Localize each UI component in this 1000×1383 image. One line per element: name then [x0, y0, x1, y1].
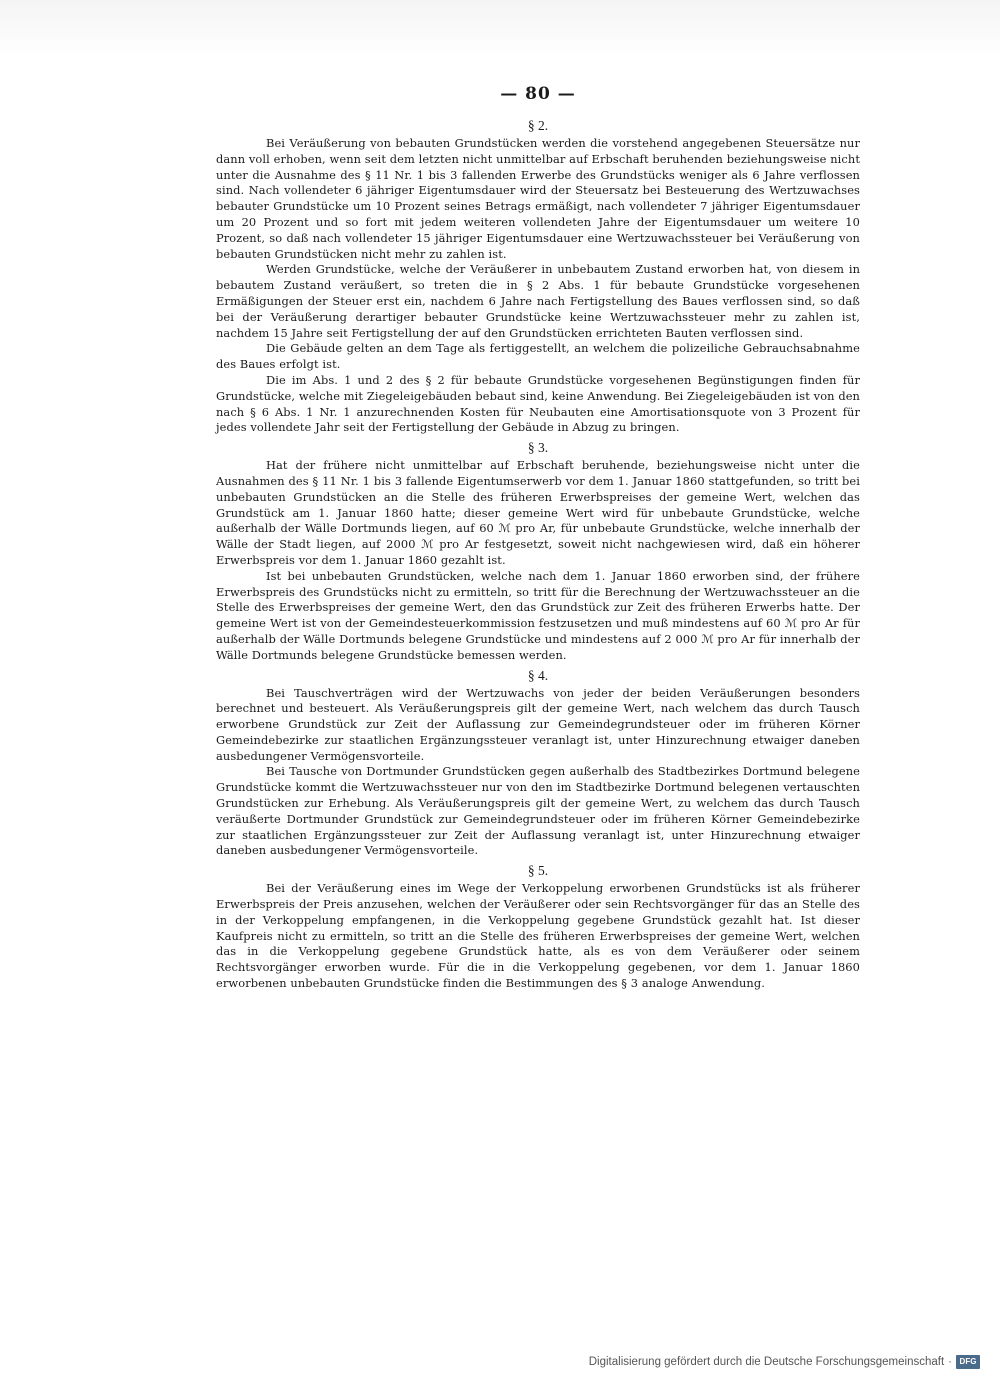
paragraph: Ist bei unbebauten Grundstücken, welche nach dem 1. Januar 1860 erworben sind, der frühere Erwerbspreis des Grundstücks nicht zu ermitteln, so tritt für die Berechnung der Wertzuwachssteuer an die Stelle des Erwerbspreises der gemeine Wert, den das Grundstück zur Zeit des früheren Erwerbs hatte. Der gemeine Wert ist von der Gemeindesteuerkommission festzusetzen und muß mindestens auf 60 ℳ pro Ar für außerhalb der Wälle Dortmunds belegene Grundstücke und mindestens auf 2 000 ℳ pro Ar für innerhalb der Wälle Dortmunds belegene Grundstücke bemessen werden. [216, 568, 860, 662]
document-page [216, 84, 860, 992]
paragraph: Bei Tausche von Dortmunder Grundstücken gegen außerhalb des Stadtbezirkes Dortmund belegene Grundstücke kommt die Wertzuwachssteuer nur von den im Stadtbezirke Dortmund belegenen vertauschten Grundstücken zur Erhebung. Als Veräußerungspreis gilt der gemeine Wert, zu welchem das durch Tausch veräußerte Dortmunder Grundstück zur Gemeindegrundsteuer oder im früheren Körner Gemeindebezirke zur staatlichen Ergänzungssteuer zur Zeit der Auflassung veranlagt ist, unter Hinzurechnung etwaiger daneben ausbedungener Vermögensvorteile. [216, 764, 860, 858]
dfg-logo: DFG [956, 1355, 980, 1369]
page-number: — 80 — [500, 84, 576, 104]
paragraph: Die Gebäude gelten an dem Tage als fertiggestellt, an welchem die polizeiliche Gebrauchsabnahme des Baues erfolgt ist. [216, 341, 860, 372]
paragraph: Werden Grundstücke, welche der Veräußerer in unbebautem Zustand erworben hat, von diesem in bebautem Zustand veräußert, so treten die in § 2 Abs. 1 für bebaute Grundstücke vorgesehenen Ermäßigungen der Steuer erst ein, nachdem 6 Jahre nach Fertigstellung des Baues verflossen sind, so daß bei der Veräußerung derartiger bebauter Grundstücke keine Wertzuwachssteuer mehr zu zahlen ist, nachdem 15 Jahre seit Fertigstellung der auf den Grundstücken errichteten Bauten verflossen sind. [216, 262, 860, 340]
digitization-footer [589, 1355, 980, 1369]
section-2 [216, 118, 860, 436]
paragraph: Bei Veräußerung von bebauten Grundstücken werden die vorstehend angegebenen Steuersätze nur dann voll erhoben, wenn seit dem letzten nicht unmittelbar auf Erbschaft beruhenden beziehungsweise nicht unter die Ausnahme des § 11 Nr. 1 bis 3 fallenden Erwerbe des Grundstücks weniger als 6 Jahre verflossen sind. Nach vollendeter 6 jähriger Eigentumsdauer wird der Steuersatz bei Besteuerung des Wertzuwachses bebauter Grundstücke um 10 Prozent seines Betrags ermäßigt, nach vollendeter 7 jähriger Eigentumsdauer um 20 Prozent und so fort mit jedem weiteren vollendeten Jahre der Eigentumsdauer um weitere 10 Prozent, so daß nach vollendeter 15 jähriger Eigentumsdauer eine Wertzuwachssteuer bei Veräußerung von bebauten Grundstücken nicht mehr zu zahlen ist. [216, 136, 860, 261]
section-heading: § 5. [527, 863, 549, 879]
paragraph: Die im Abs. 1 und 2 des § 2 für bebaute Grundstücke vorgesehenen Begünstigungen finden für Grundstücke, welche mit Ziegeleigebäuden bebaut sind, keine Anwendung. Bei Ziegeleigebäuden ist von den nach § 6 Abs. 1 Nr. 1 anzurechnenden Kosten für Neubauten eine Amortisationsquote von 3 Prozent für jedes vollendete Jahr seit der Fertigstellung der Gebäude in Abzug zu bringen. [216, 372, 860, 435]
paragraph: Hat der frühere nicht unmittelbar auf Erbschaft beruhende, beziehungsweise nicht unter die Ausnahmen des § 11 Nr. 1 bis 3 fallende Eigentumserwerb vor dem 1. Januar 1860 stattgefunden, so tritt bei unbebauten Grundstücken an die Stelle des früheren Erwerbspreises der gemeine Wert, welchen das Grundstück am 1. Januar 1860 hatte; dieser gemeine Wert wird für unbebaute Grundstücke, welche außerhalb der Wälle Dortmunds liegen, auf 60 ℳ pro Ar, für unbebaute Grundstücke, welche innerhalb der Wälle der Stadt liegen, auf 2000 ℳ pro Ar festgesetzt, soweit nicht nachgewiesen wird, daß ein höherer Erwerbspreis vor dem 1. Januar 1860 gezahlt ist. [216, 458, 860, 567]
paragraph: Bei der Veräußerung eines im Wege der Verkoppelung erworbenen Grundstücks ist als früherer Erwerbspreis der Preis anzusehen, welchen der Veräußerer oder sein Rechtsvorgänger für das an Stelle des in der Verkoppelung empfangenen, in die Verkoppelung gegebene Grundstück gezahlt hat. Ist dieser Kaufpreis nicht zu ermitteln, so tritt an die Stelle des früheren Erwerbspreises der gemeine Wert, welchen das in die Verkoppelung gegebene Grundstück hatte, als es von dem Veräußerer oder seinem Rechtsvorgänger erworben wurde. Für die in die Verkoppelung gegebenen, vor dem 1. Januar 1860 erworbenen unbebauten Grundstücke finden die Bestimmungen des § 3 analoge Anwendung. [216, 881, 860, 991]
section-3 [216, 440, 860, 663]
scan-edge-shading [0, 0, 1000, 60]
section-heading: § 3. [527, 440, 549, 456]
section-heading: § 2. [527, 118, 549, 133]
section-5 [216, 863, 860, 992]
paragraph: Bei Tauschverträgen wird der Wertzuwachs von jeder der beiden Veräußerungen besonders berechnet und besteuert. Als Veräußerungspreis gilt der gemeine Wert, nach welchem das durch Tausch erworbene Grundstück zur Zeit der Auflassung zur Gemeindegrundsteuer oder im früheren Körner Gemeindebezirke zur staatlichen Ergänzungssteuer veranlagt ist, unter Hinzurechnung etwaiger daneben ausbedungener Vermögensvorteile. [216, 685, 860, 763]
section-4 [216, 668, 860, 860]
section-heading: § 4. [527, 667, 549, 683]
footer-separator: · [948, 1356, 952, 1368]
footer-credit-text: Digitalisierung gefördert durch die Deutsche Forschungsgemeinschaft [588, 1356, 945, 1368]
